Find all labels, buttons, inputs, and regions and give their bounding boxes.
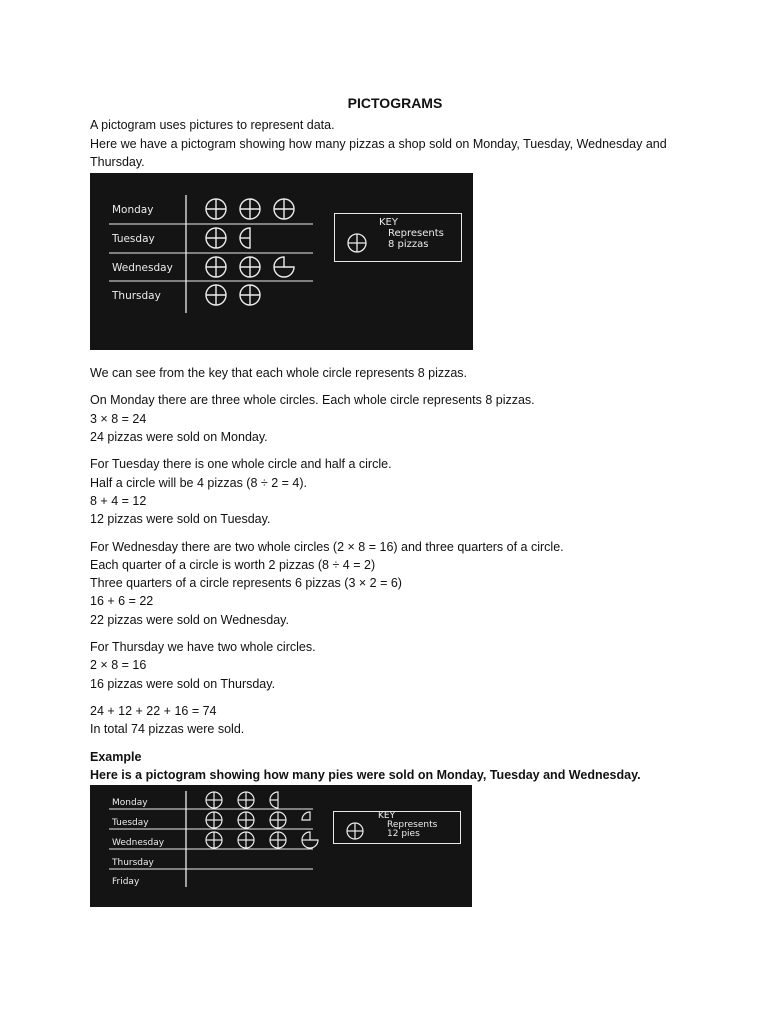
document-page [90,94,690,907]
explanation-line: 12 pizzas were sold on Tuesday. [90,512,271,527]
whole-symbol-icon [206,257,226,277]
explanation-para [90,391,690,446]
whole-symbol-icon [270,832,286,848]
explanation-line: 8 + 4 = 12 [90,493,147,508]
explanation-para [90,455,690,528]
pictogram-day-label: Wednesday [112,838,165,849]
whole-symbol-icon [238,792,254,808]
whole-symbol-icon [206,285,226,305]
partial-symbol-icon [274,257,294,277]
explanation-line: For Tuesday there is one whole circle and half a circle. [90,457,392,472]
pictogram-key [333,811,461,844]
pictogram-day-label: Wednesday [112,262,173,275]
key-text: Represents 8 pizzas [388,228,444,251]
whole-symbol-icon [206,228,226,248]
pie-pictogram [90,785,472,907]
explanation-para [90,538,690,629]
key-text: Represents 12 pies [387,820,438,840]
pictogram-key [334,213,462,262]
whole-symbol-icon [238,832,254,848]
explanation-line: 16 + 6 = 22 [90,594,154,609]
pictogram-day-label: Thursday [112,290,161,303]
partial-symbol-icon [240,228,250,248]
whole-symbol-icon [240,285,260,305]
whole-symbol-icon [270,812,286,828]
pictogram-day-label: Monday [112,204,154,217]
partial-symbol-icon [270,792,278,808]
explanation-line: 22 pizzas were sold on Wednesday. [90,612,289,627]
explanation-line: For Wednesday there are two whole circles (2 × 8 = 16) and three quarters of a circle. [90,539,564,554]
whole-symbol-icon [274,199,294,219]
explanation-line: 2 × 8 = 16 [90,658,147,673]
whole-symbol-icon [206,199,226,219]
whole-symbol-icon [240,257,260,277]
key-title: KEY [378,811,396,822]
pictogram-day-label: Tuesday [112,233,155,246]
intro-line-2: Here we have a pictogram showing how many pizzas a shop sold on Monday, Tuesday, Wednesday and Thursday. [90,136,667,169]
pizza-symbol-icon [341,231,373,255]
explanation-line: For Thursday we have two whole circles. [90,640,316,655]
key-title: KEY [379,217,398,229]
whole-symbol-icon [206,792,222,808]
explanation-para [90,638,690,693]
explanation-line: Three quarters of a circle represents 6 pizzas (3 × 2 = 6) [90,576,402,591]
example-instruction: Here is a pictogram showing how many pies were sold on Monday, Tuesday and Wednesday. [90,767,641,782]
whole-symbol-icon [206,812,222,828]
pictogram-day-label: Thursday [112,858,154,869]
whole-symbol-icon [206,832,222,848]
explanation-line: 3 × 8 = 24 [90,411,147,426]
explanation-line: On Monday there are three whole circles. Each whole circle represents 8 pizzas. [90,393,535,408]
explanation-line: We can see from the key that each whole circle represents 8 pizzas. [90,366,468,381]
page-title: PICTOGRAMS [347,95,443,111]
intro-line-1: A pictogram uses pictures to represent data. [90,118,335,133]
pictogram-day-label: Friday [112,877,140,888]
whole-symbol-icon [240,199,260,219]
pictogram-day-label: Monday [112,798,148,809]
explanation-para [90,702,690,739]
explanation-line: In total 74 pizzas were sold. [90,722,245,737]
example-heading: Example [90,749,142,764]
pictogram-day-label: Tuesday [112,818,149,829]
pie-symbol-icon [340,820,370,842]
explanation-para [90,364,690,382]
pizza-pictogram [90,173,473,350]
explanation-line: Half a circle will be 4 pizzas (8 ÷ 2 = 4). [90,475,308,490]
explanation-line: Each quarter of a circle is worth 2 pizzas (8 ÷ 4 = 2) [90,557,376,572]
explanation-line: 24 + 12 + 22 + 16 = 74 [90,703,217,718]
whole-symbol-icon [238,812,254,828]
explanation-line: 24 pizzas were sold on Monday. [90,430,268,445]
partial-symbol-icon [302,832,318,848]
explanation-line: 16 pizzas were sold on Thursday. [90,676,276,691]
partial-symbol-icon [302,812,310,820]
